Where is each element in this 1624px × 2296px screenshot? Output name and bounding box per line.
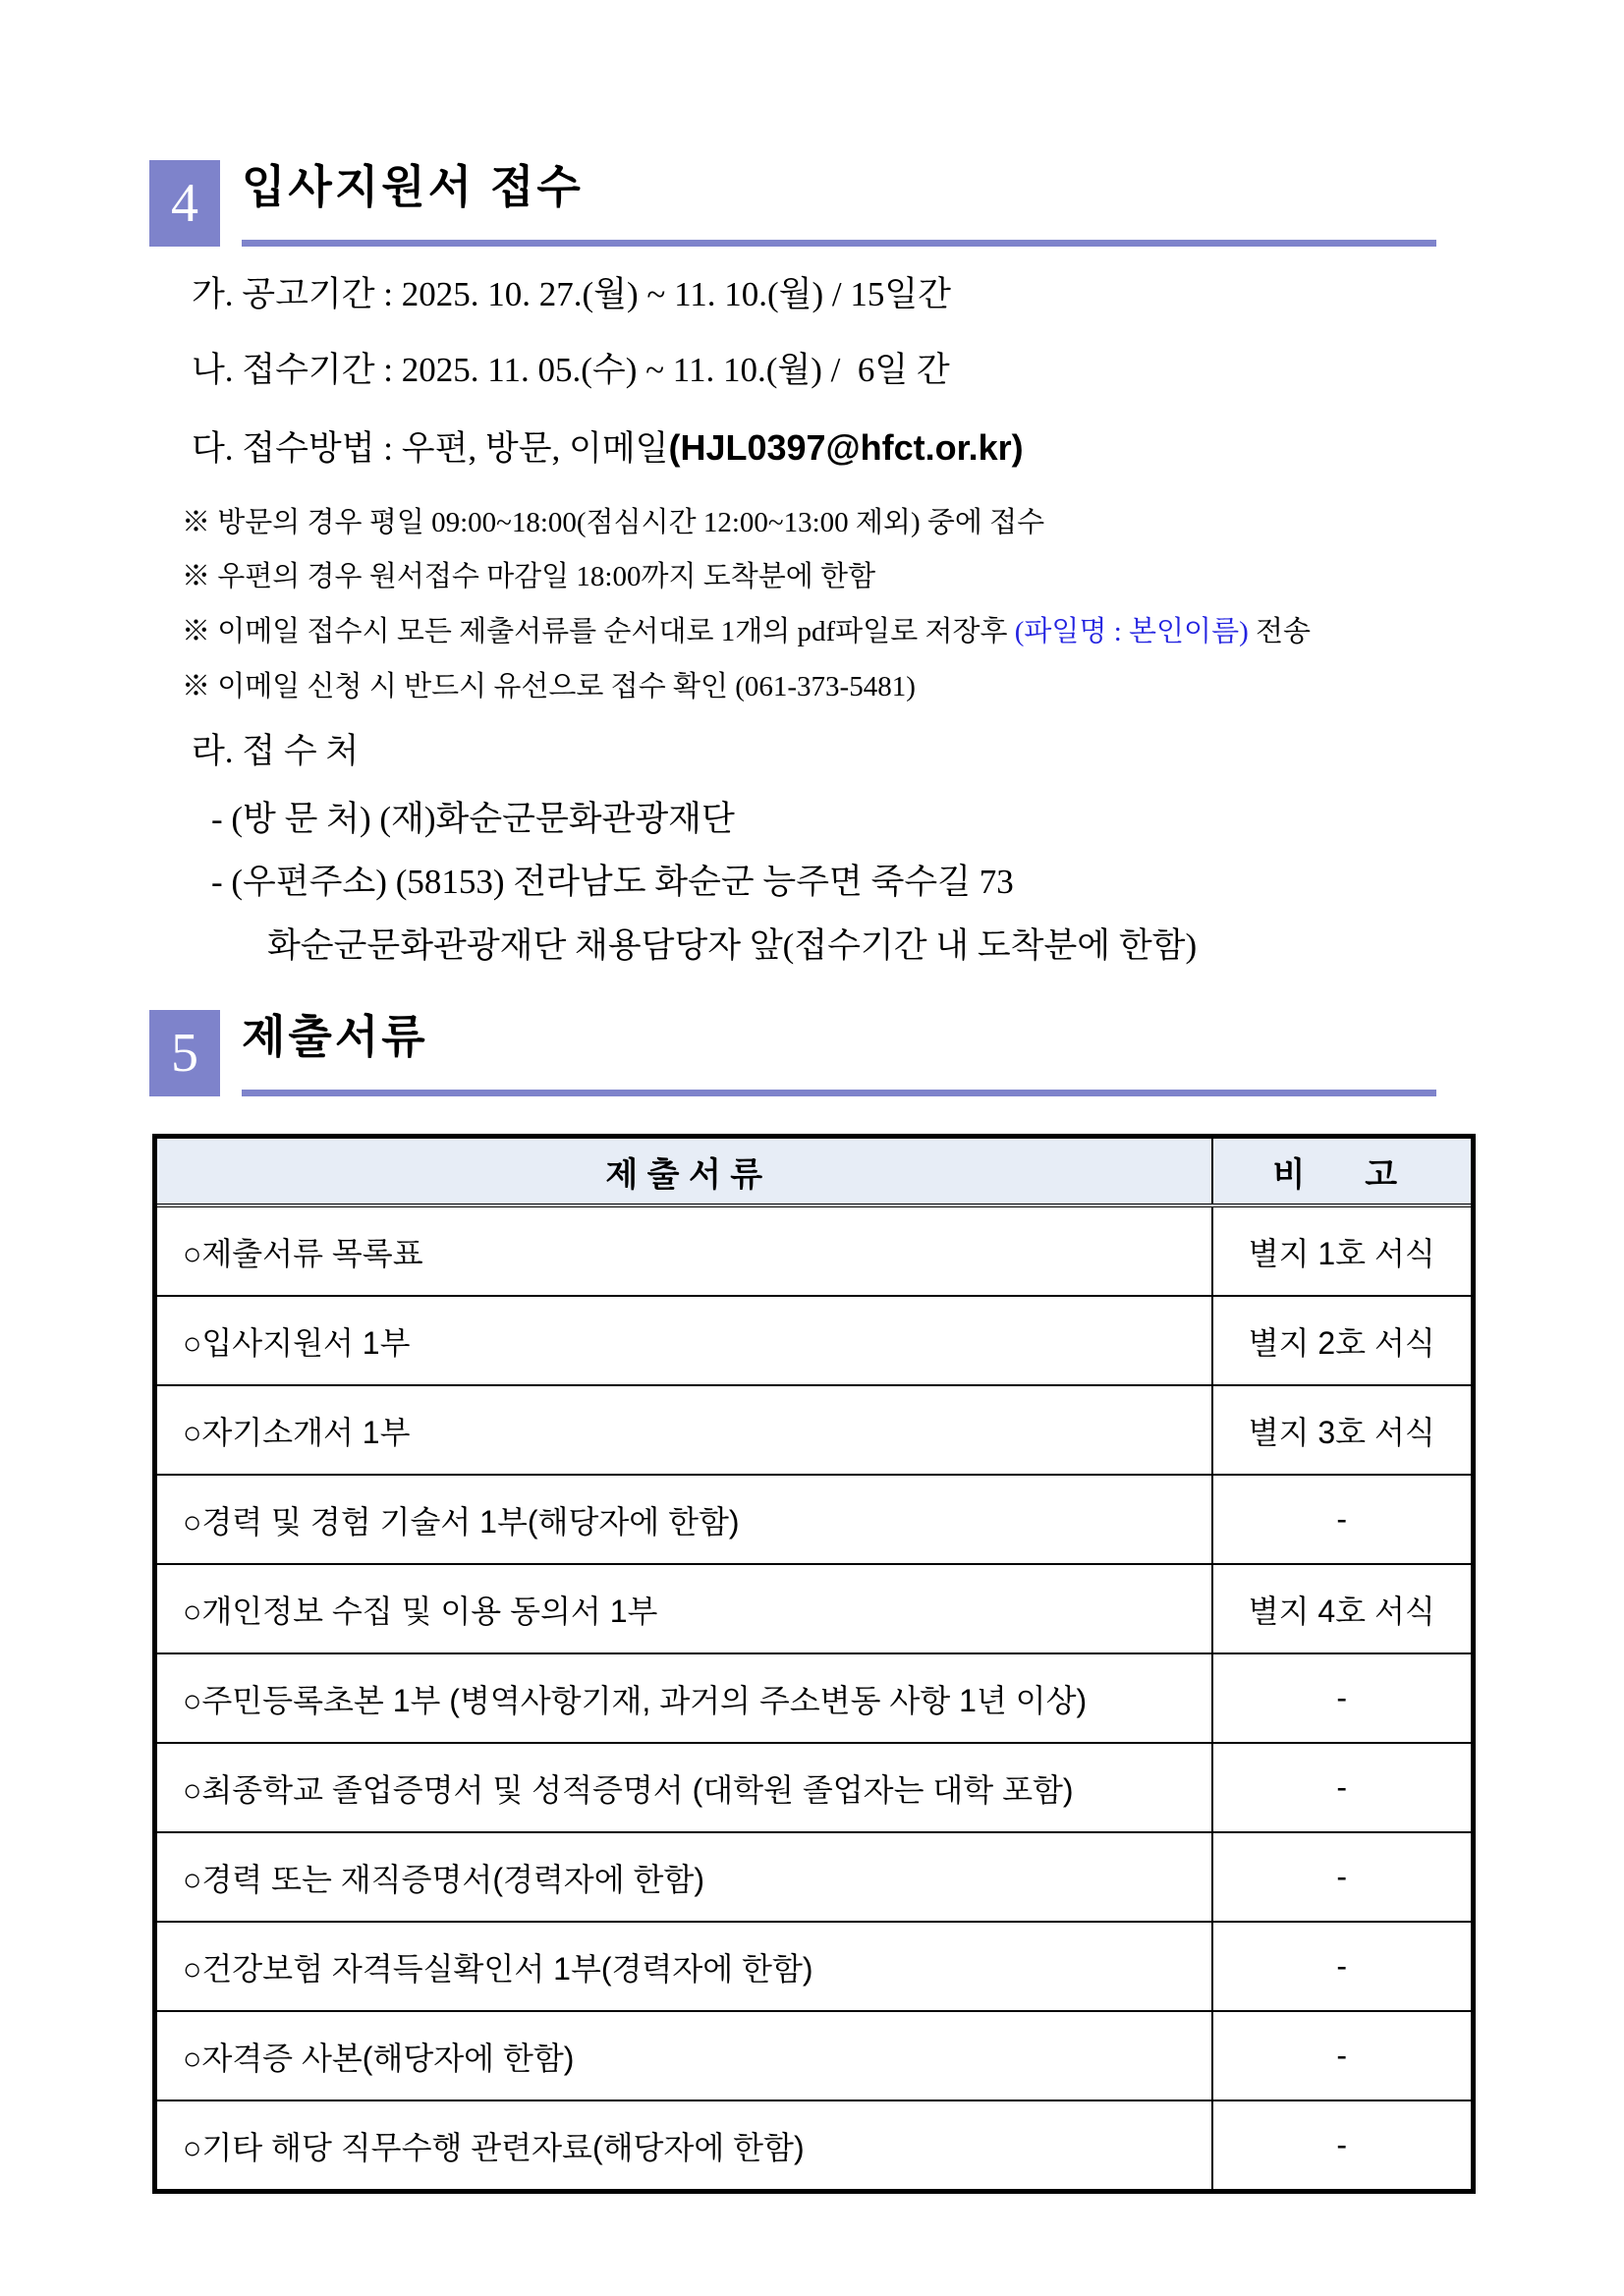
remark-cell: - — [1212, 2011, 1474, 2100]
document-cell: ○제출서류 목록표 — [155, 1205, 1212, 1296]
section-4-header — [149, 160, 1436, 247]
document-cell: ○기타 해당 직무수행 관련자료(해당자에 한함) — [155, 2100, 1212, 2192]
remark-cell: - — [1212, 1743, 1474, 1832]
column-header-documents: 제 출 서 류 — [155, 1137, 1212, 1206]
application-method-line — [192, 428, 1624, 469]
section-5-header — [149, 1010, 1436, 1096]
document-cell: ○주민등록초본 1부 (병역사항기재, 과거의 주소변동 사항 1년 이상) — [155, 1653, 1212, 1743]
section-5-title: 제출서류 — [242, 1011, 428, 1063]
application-email: (HJL0397@hfct.or.kr) — [668, 427, 1024, 468]
table-row — [155, 1922, 1474, 2011]
table-row — [155, 1653, 1474, 1743]
remark-cell: - — [1212, 2100, 1474, 2192]
document-cell: ○자기소개서 1부 — [155, 1385, 1212, 1475]
table-body — [155, 1205, 1474, 2192]
application-method-text: 다. 접수방법 : 우편, 방문, 이메일 — [192, 429, 669, 468]
note-email-pdf — [182, 617, 1624, 648]
mail-address-cont-line: 화순군문화관광재단 채용담당자 앞(접수기간 내 도착분에 한함) — [267, 925, 1198, 965]
table-header-row — [155, 1137, 1474, 1206]
table-row — [155, 2100, 1474, 2192]
document-cell: ○최종학교 졸업증명서 및 성적증명서 (대학원 졸업자는 대학 포함) — [155, 1743, 1212, 1832]
note-email-pdf-text: ※ 이메일 접수시 모든 제출서류를 순서대로 1개의 pdf파일로 저장후 — [182, 616, 1015, 648]
section-4-body — [0, 276, 1624, 965]
table-row — [155, 1743, 1474, 1832]
section-4-number-badge: 4 — [149, 160, 220, 247]
note-visit: ※ 방문의 경우 평일 09:00~18:00(점심시간 12:00~13:00 제외) 중에 접수 — [182, 506, 1045, 538]
column-header-remarks: 비 고 — [1212, 1137, 1474, 1206]
visit-address-line: - (방 문 처) (재)화순군문화관광재단 — [211, 799, 735, 838]
document-cell: ○개인정보 수집 및 이용 동의서 1부 — [155, 1564, 1212, 1653]
table-row — [155, 1205, 1474, 1296]
remark-cell: - — [1212, 1475, 1474, 1564]
notice-period-line: 가. 공고기간 : 2025. 10. 27.(월) ~ 11. 10.(월) / 15일간 — [192, 275, 951, 313]
remark-cell: - — [1212, 1653, 1474, 1743]
note-phone-confirm: ※ 이메일 신청 시 반드시 유선으로 접수 확인 (061-373-5481) — [182, 671, 916, 703]
table-row — [155, 1475, 1474, 1564]
document-cell: ○경력 또는 재직증명서(경력자에 한함) — [155, 1832, 1212, 1922]
remark-cell: 별지 2호 서식 — [1212, 1296, 1474, 1385]
mail-address-line: - (우편주소) (58153) 전라남도 화순군 능주면 죽수길 73 — [211, 863, 1014, 902]
reception-office-line: 라. 접 수 처 — [192, 732, 360, 771]
table-row — [155, 1832, 1474, 1922]
document-cell: ○자격증 사본(해당자에 한함) — [155, 2011, 1212, 2100]
note-post: ※ 우편의 경우 원서접수 마감일 18:00까지 도착분에 한함 — [182, 561, 876, 593]
document-cell: ○건강보험 자격득실확인서 1부(경력자에 한함) — [155, 1922, 1212, 2011]
remark-cell: 별지 4호 서식 — [1212, 1564, 1474, 1653]
section-5-number-badge: 5 — [149, 1010, 220, 1096]
table-row — [155, 1385, 1474, 1475]
document-cell: ○경력 및 경험 기술서 1부(해당자에 한함) — [155, 1475, 1212, 1564]
remark-cell: 별지 3호 서식 — [1212, 1385, 1474, 1475]
table-row — [155, 1564, 1474, 1653]
document-cell: ○입사지원서 1부 — [155, 1296, 1212, 1385]
section-4-title: 입사지원서 접수 — [242, 161, 584, 212]
note-email-pdf-suffix: 전송 — [1248, 616, 1312, 648]
note-filename-highlight: (파일명 : 본인이름) — [1014, 616, 1249, 648]
remark-cell: - — [1212, 1922, 1474, 2011]
submission-documents-table — [152, 1134, 1476, 2194]
table-row — [155, 2011, 1474, 2100]
application-period-line: 나. 접수기간 : 2025. 11. 05.(수) ~ 11. 10.(월) / 6일 간 — [192, 350, 950, 389]
remark-cell: - — [1212, 1832, 1474, 1922]
section-4-underline — [242, 240, 1436, 247]
remark-cell: 별지 1호 서식 — [1212, 1205, 1474, 1296]
table-row — [155, 1296, 1474, 1385]
section-5-underline — [242, 1090, 1436, 1096]
